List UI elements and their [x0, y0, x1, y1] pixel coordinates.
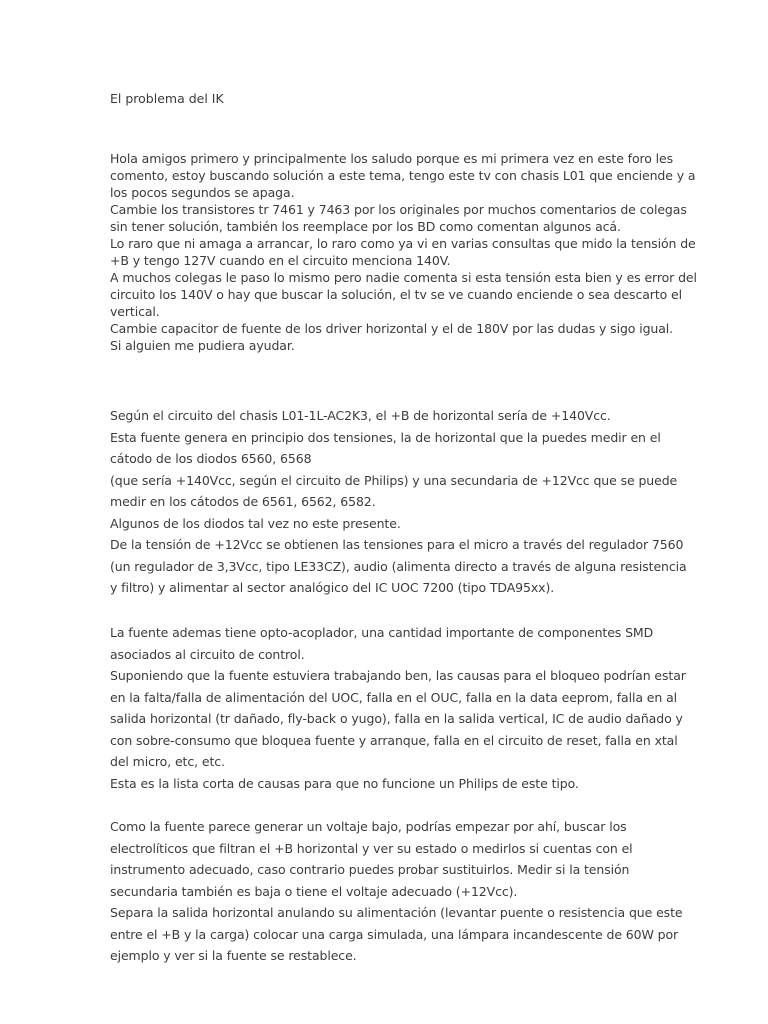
text-line: los pocos segundos se apaga. [110, 185, 295, 200]
answer-fix-paragraph [110, 816, 682, 967]
text-line: ejemplo y ver si la fuente se restablece. [110, 948, 357, 963]
answer-causes-paragraph [110, 622, 686, 794]
text-line: secundaria también es baja o tiene el voltaje adecuado (+12Vcc). [110, 883, 518, 899]
answer-circuit-paragraph [110, 405, 687, 599]
question-paragraph [110, 150, 697, 354]
text-line: De la tensión de +12Vcc se obtienen las tensiones para el micro a través del regulador 7560 [110, 537, 684, 552]
text-line: +B y tengo 127V cuando en el circuito menciona 140V. [110, 253, 451, 268]
text-line: sin tener solución, también los reemplace por los BD como comentan algunos acá. [110, 219, 621, 234]
text-line: asociados al circuito de control. [110, 646, 305, 662]
text-line: vertical. [110, 304, 160, 319]
text-line: entre el +B y la carga) colocar una carga simulada, una lámpara incandescente de 60W por [110, 926, 679, 942]
text-line: (que sería +140Vcc, según el circuito de Philips) y una secundaria de +12Vcc que se puede [110, 472, 678, 488]
text-line: y filtro) y alimentar al sector analógico del IC UOC 7200 (tipo TDA95xx). [110, 580, 555, 595]
text-line: La fuente ademas tiene opto-acoplador, una cantidad importante de componentes SMD [110, 625, 654, 640]
text-line: Lo raro que ni amaga a arrancar, lo raro como ya vi en varias consultas que mido la tensión de [110, 236, 696, 251]
document-title: El problema del IK [110, 91, 224, 106]
text-line: Cambie capacitor de fuente de los driver horizontal y el de 180V por las dudas y sigo igual. [110, 321, 674, 336]
text-line: instrumento adecuado, caso contrario puedes probar sustituirlos. Medir si la tensión [110, 862, 630, 877]
text-line: A muchos colegas le paso lo mismo pero nadie comenta si esta tensión esta bien y es error del [110, 270, 697, 285]
text-line: medir en los cátodos de 6561, 6562, 6582. [110, 494, 376, 509]
text-line: Cambie los transistores tr 7461 y 7463 por los originales por muchos comentarios de colegas [110, 202, 687, 217]
text-line: comento, estoy buscando solución a este tema, tengo este tv con chasis L01 que enciende y a [110, 168, 696, 183]
text-line: Esta es la lista corta de causas para que no funcione un Philips de este tipo. [110, 775, 579, 791]
text-line: circuito los 140V o hay que buscar la solución, el tv se ve cuando enciende o sea descarto el [110, 287, 683, 302]
text-line: del micro, etc, etc. [110, 754, 225, 769]
text-line: Esta fuente genera en principio dos tensiones, la de horizontal que la puedes medir en el [110, 429, 661, 445]
text-line: Separa la salida horizontal anulando su alimentación (levantar puente o resistencia que este [110, 905, 683, 920]
text-line: (un regulador de 3,3Vcc, tipo LE33CZ), audio (alimenta directo a través de alguna resistencia [110, 558, 687, 574]
text-line: Como la fuente parece generar un voltaje bajo, podrías empezar por ahí, buscar los [110, 819, 627, 834]
text-line: salida horizontal (tr dañado, fly-back o yugo), falla en la salida vertical, IC de audio dañado y [110, 711, 683, 726]
text-line: cátodo de los diodos 6560, 6568 [110, 451, 312, 466]
text-line: Algunos de los diodos tal vez no este presente. [110, 515, 401, 531]
text-line: en la falta/falla de alimentación del UOC, falla en el OUC, falla en la data eeprom, falla en al [110, 689, 678, 705]
text-line: electrolíticos que filtran el +B horizontal y ver su estado o medirlos si cuentas con el [110, 840, 633, 856]
text-line: Suponiendo que la fuente estuviera trabajando ben, las causas para el bloqueo podrían estar [110, 668, 686, 683]
text-line: Según el circuito del chasis L01-1L-AC2K3, el +B de horizontal sería de +140Vcc. [110, 408, 611, 423]
text-line: Si alguien me pudiera ayudar. [110, 338, 295, 353]
text-line: Hola amigos primero y principalmente los saludo porque es mi primera vez en este foro les [110, 151, 674, 166]
text-line: con sobre-consumo que bloquea fuente y arranque, falla en el circuito de reset, falla en xtal [110, 732, 678, 748]
